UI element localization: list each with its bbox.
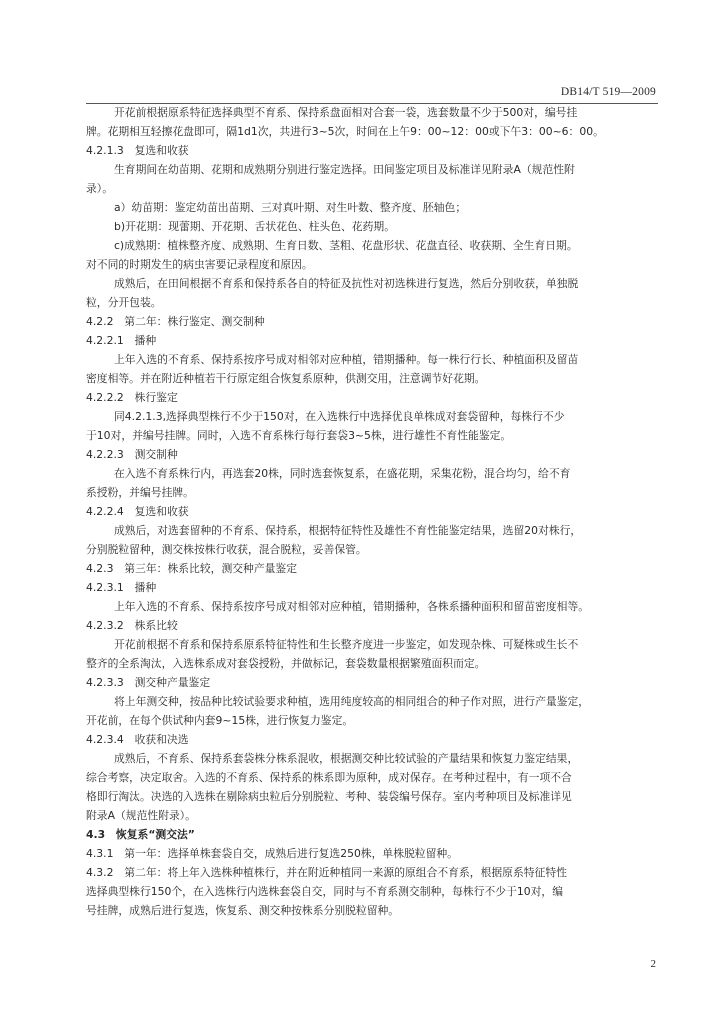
text-line: c)成熟期：植株整齐度、成熟期、生育日数、茎粗、花盘形状、花盘直径、收获期、全生育日期。	[114, 239, 578, 252]
text-line: 开花前根据原系特征选择典型不育系、保持系盘面相对合套一袋，选套数量不少于500对，编号挂	[114, 106, 578, 119]
section-heading: 4.3 恢复系“测交法”	[86, 828, 195, 841]
text-line: 上年入选的不育系、保持系按序号成对相邻对应种植，错期播种。每一株行行长、种植面积及留苗	[114, 353, 579, 366]
text-line: 牌。花期相互轻擦花盘即可，隔1d1次，共进行3~5次，时间在上午9：00~12：00或下午3：00~6：00。	[86, 125, 604, 138]
text-line: 将上年测交种，按品种比较试验要求种植，选用纯度较高的相同组合的种子作对照，进行产量鉴定，	[114, 695, 590, 708]
text-line: 在入选不育系株行内，再选套20株，同时选套恢复系，在盛花期，采集花粉，混合均匀，给不育	[114, 467, 571, 480]
section-heading: 4.2.2.1 播种	[86, 334, 157, 347]
section-heading: 4.3.1 第一年：选择单株套袋自交，成熟后进行复选250株，单株脱粒留种。	[86, 847, 458, 860]
section-heading: 4.2.3.2 株系比较	[86, 619, 178, 632]
section-heading: 4.2.1.3 复选和收获	[86, 144, 189, 157]
section-heading: 4.2.3 第三年：株系比较，测交种产量鉴定	[86, 562, 298, 575]
section-heading: 4.2.2.2 株行鉴定	[86, 391, 178, 404]
text-line: 整齐的全系淘汰，入选株系成对套袋授粉，并做标记，套袋数量根据繁殖面积而定。	[86, 657, 486, 670]
section-heading: 4.2.3.3 测交种产量鉴定	[86, 676, 211, 689]
text-line: 附录A（规范性附录）。	[86, 809, 196, 822]
text-line: a）幼苗期：鉴定幼苗出苗期、三对真叶期、对生叶数、整齐度、胚轴色；	[114, 201, 467, 214]
text-line: 于10对，并编号挂牌。同时，入选不育系株行每行套袋3~5株，进行雄性不育性能鉴定。	[86, 429, 512, 442]
text-line: 同4.2.1.3,选择典型株行不少于150对，在入选株行中选择优良单株成对套袋留种，每株行不少	[114, 410, 565, 423]
text-line: 开花前根据不育系和保持系原系特征特性和生长整齐度进一步鉴定，如发现杂株、可疑株或生长不	[114, 638, 579, 651]
section-heading: 4.2.3.1 播种	[86, 581, 157, 594]
text-line: 分别脱粒留种，测交株按株行收获，混合脱粒，妥善保管。	[86, 543, 367, 556]
text-line: 开花前，在每个供试种内套9~15株，进行恢复力鉴定。	[86, 714, 354, 727]
text-line: b)开花期：现蕾期、开花期、舌状花色、柱头色、花药期。	[114, 220, 395, 233]
text-line: 成熟后，对选套留种的不育系、保持系，根据特征特性及雄性不育性能鉴定结果，选留20对株行，	[114, 524, 582, 537]
section-heading: 4.2.2.4 复选和收获	[86, 505, 189, 518]
text-line: 号挂牌，成熟后进行复选，恢复系、测交种按株系分别脱粒留种。	[86, 904, 400, 917]
text-line: 选择典型株行150个，在入选株行内选株套袋自交，同时与不育系测交制种，每株行不少于10对，编	[86, 885, 564, 898]
text-line: 综合考察，决定取舍。入选的不育系、保持系的株系即为原种，成对保存。在考种过程中，有一项不合	[86, 771, 572, 784]
text-line: 粒，分开包装。	[86, 296, 162, 309]
text-line: 系授粉，并编号挂牌。	[86, 486, 194, 499]
document-code: DB14/T 519—2009	[560, 86, 656, 98]
section-heading: 4.2.2 第二年：株行鉴定、测交制种	[86, 315, 265, 328]
section-heading: 4.2.3.4 收获和决选	[86, 733, 189, 746]
text-line: 对不同的时期发生的病虫害要记录程度和原因。	[86, 258, 313, 271]
text-line: 上年入选的不育系、保持系按序号成对相邻对应种植，错期播种，各株系播种面积和留苗密度相等。	[114, 600, 590, 613]
text-line: 密度相等。并在附近种植若干行原定组合恢复系原种，供测交用，注意调节好花期。	[86, 372, 486, 385]
text-line: 格即行淘汰。决选的入选株在剔除病虫粒后分别脱粒、考种、装袋编号保存。室内考种项目及标准详见	[86, 790, 572, 803]
text-line: 生育期间在幼苗期、花期和成熟期分别进行鉴定选择。田间鉴定项目及标准详见附录A（规范性附	[114, 163, 575, 176]
page-number: 2	[650, 958, 656, 970]
document-body	[86, 103, 658, 920]
text-line: 成熟后，不育系、保持系套袋株分株系混收，根据测交种比较试验的产量结果和恢复力鉴定结果，	[114, 752, 579, 765]
section-heading: 4.3.2 第二年：将上年入选株种植株行，并在附近种植同一来源的原组合不育系，根据原系特征特性	[86, 866, 567, 879]
text-line: 录）。	[86, 182, 113, 195]
section-heading: 4.2.2.3 测交制种	[86, 448, 178, 461]
text-line: 成熟后，在田间根据不育系和保持系各自的特征及抗性对初选株进行复选，然后分别收获，单独脱	[114, 277, 579, 290]
